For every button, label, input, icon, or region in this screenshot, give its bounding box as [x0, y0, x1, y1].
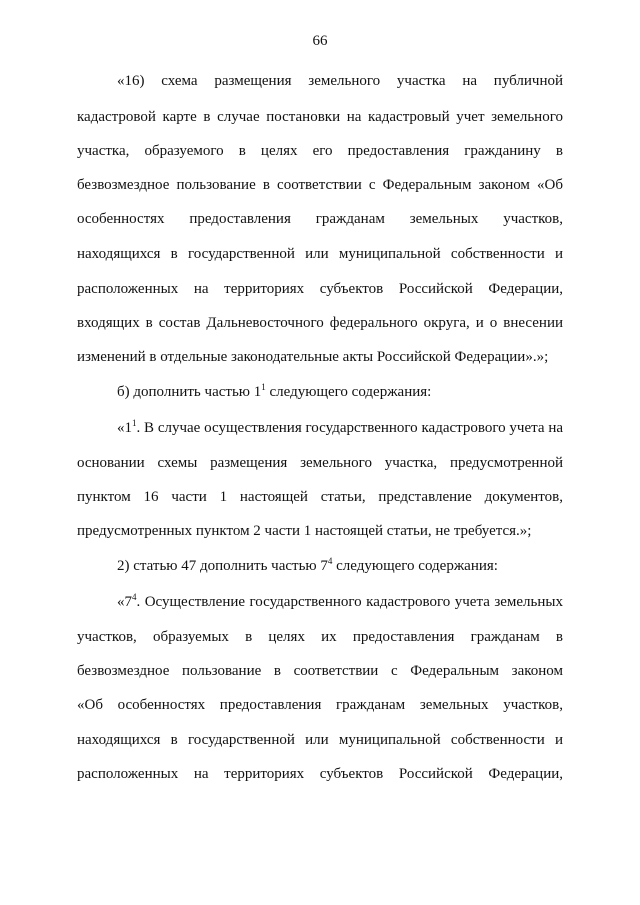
paragraph-5-start: «7: [117, 594, 132, 610]
paragraph-1-line-3: участка, образуемого в целях его предоставления гражданину в: [77, 143, 563, 159]
paragraph-2: [117, 382, 563, 402]
page-number: 66: [312, 33, 328, 49]
paragraph-3-text: . В случае осуществления государственного кадастрового учета на: [136, 420, 563, 436]
paragraph-1-line-6: находящихся в государственной или муниципальной собственности и: [77, 246, 563, 262]
paragraph-4-superscript: 4: [327, 556, 333, 566]
paragraph-1-line-4: безвозмездное пользование в соответствии с Федеральным законом «Об: [77, 177, 563, 193]
paragraph-3-superscript: 1: [132, 418, 137, 428]
paragraph-5-text: . Осуществление государственного кадастрового учета земельных: [136, 594, 563, 610]
paragraph-1-line-1: «16) схема размещения земельного участка на публичной: [117, 73, 563, 89]
paragraph-3-line-3: пунктом 16 части 1 настоящей статьи, представление документов,: [77, 489, 563, 505]
paragraph-5-line-1: [117, 592, 563, 612]
paragraph-2-superscript: 1: [261, 382, 266, 392]
paragraph-4: [117, 556, 563, 576]
paragraph-3-start: «1: [117, 420, 132, 436]
paragraph-1-line-8: входящих в состав Дальневосточного федерального округа, и о внесении: [77, 315, 563, 331]
paragraph-1-line-7: расположенных на территориях субъектов Российской Федерации,: [77, 281, 563, 297]
paragraph-5-line-5: находящихся в государственной или муниципальной собственности и: [77, 732, 563, 748]
paragraph-2-text: б) дополнить частью 1: [117, 384, 262, 400]
paragraph-4-text-end: следующего содержания:: [332, 558, 498, 574]
paragraph-1-line-9: изменений в отдельные законодательные акты Российской Федерации».»;: [77, 349, 549, 365]
paragraph-2-text-end: следующего содержания:: [265, 384, 432, 400]
paragraph-1-line-2: кадастровой карте в случае постановки на кадастровый учет земельного: [77, 109, 563, 125]
paragraph-1-line-5: особенностях предоставления гражданам земельных участков,: [77, 211, 563, 227]
paragraph-5-line-6: расположенных на территориях субъектов Российской Федерации,: [77, 766, 563, 782]
paragraph-5-line-3: безвозмездное пользование в соответствии с Федеральным законом: [77, 663, 563, 679]
paragraph-5-line-2: участков, образуемых в целях их предоставления гражданам в: [77, 629, 563, 645]
paragraph-5-line-4: «Об особенностях предоставления гражданам земельных участков,: [77, 697, 563, 713]
paragraph-3-line-4: предусмотренных пунктом 2 части 1 настоящей статьи, не требуется.»;: [77, 523, 532, 539]
paragraph-4-text: 2) статью 47 дополнить частью 7: [117, 558, 328, 574]
paragraph-5-superscript: 4: [132, 592, 137, 602]
paragraph-3-line-1: [117, 418, 563, 438]
paragraph-3-line-2: основании схемы размещения земельного участка, предусмотренной: [77, 455, 563, 471]
